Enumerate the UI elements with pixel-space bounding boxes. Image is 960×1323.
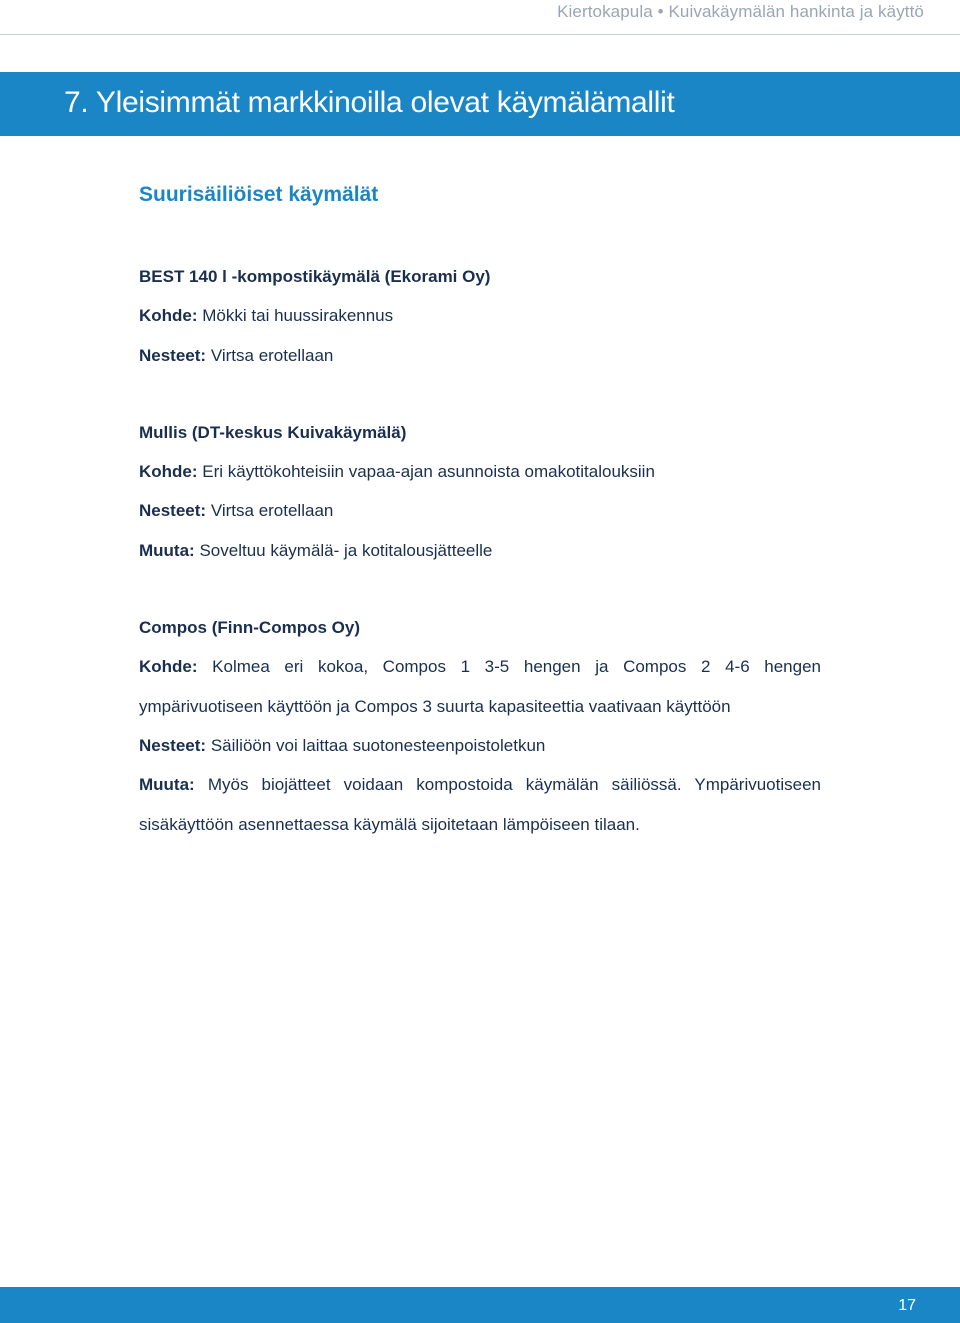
muuta-paragraph <box>139 765 821 844</box>
content <box>139 178 821 844</box>
product-name: Compos (Finn-Compos Oy) <box>139 618 360 638</box>
header-divider <box>0 34 960 35</box>
kohde-label: Kohde: <box>139 657 198 677</box>
section-heading: Suurisäiliöiset käymälät <box>139 183 379 206</box>
page-number: 17 <box>898 1297 916 1314</box>
product-best <box>139 257 821 375</box>
footer-bar <box>0 1287 960 1323</box>
product-compos <box>139 608 821 844</box>
nesteet-value: Virtsa erotellaan <box>206 345 334 365</box>
product-name: Mullis (DT-keskus Kuivakäymälä) <box>139 422 407 442</box>
kohde-value: Mökki tai huussirakennus <box>197 306 394 326</box>
kohde-paragraph <box>139 647 821 726</box>
chapter-banner <box>0 72 960 136</box>
running-header: Kiertokapula • Kuivakäymälän hankinta ja käyttö <box>557 2 924 21</box>
nesteet-value: Säiliöön voi laittaa suotonesteenpoistoletkun <box>206 735 546 755</box>
nesteet-line <box>139 491 821 530</box>
product-mullis <box>139 413 821 570</box>
nesteet-label: Nesteet: <box>139 735 207 755</box>
nesteet-line <box>139 336 821 375</box>
chapter-title: 7. Yleisimmät markkinoilla olevat käymälämallit <box>64 86 675 119</box>
kohde-line <box>139 452 821 491</box>
product-name: BEST 140 l -kompostikäymälä (Ekorami Oy) <box>139 267 491 286</box>
nesteet-line <box>139 726 821 765</box>
kohde-value: Kolmea eri kokoa, Compos 1 3-5 hengen ja Compos 2 4-6 hengen ympärivuotiseen käyttöön ja Compos 3 suurta kapasiteettia vaativaan käyttöön <box>139 657 821 716</box>
kohde-label: Kohde: <box>139 306 198 326</box>
kohde-value: Eri käyttökohteisiin vapaa-ajan asunnoista omakotitalouksiin <box>197 462 655 482</box>
nesteet-value: Virtsa erotellaan <box>206 501 334 521</box>
muuta-value: Soveltuu käymälä- ja kotitalousjätteelle <box>194 540 493 560</box>
kohde-line <box>139 296 821 335</box>
kohde-label: Kohde: <box>139 462 198 482</box>
muuta-line <box>139 531 821 570</box>
muuta-value: Myös biojätteet voidaan kompostoida käymälän säiliössä. Ympärivuotiseen sisäkäyttöön asennettaessa käymälä sijoitetaan lämpöiseen tilaan. <box>139 775 821 834</box>
muuta-label: Muuta: <box>139 540 195 560</box>
nesteet-label: Nesteet: <box>139 501 207 521</box>
muuta-label: Muuta: <box>139 775 195 795</box>
nesteet-label: Nesteet: <box>139 345 207 365</box>
